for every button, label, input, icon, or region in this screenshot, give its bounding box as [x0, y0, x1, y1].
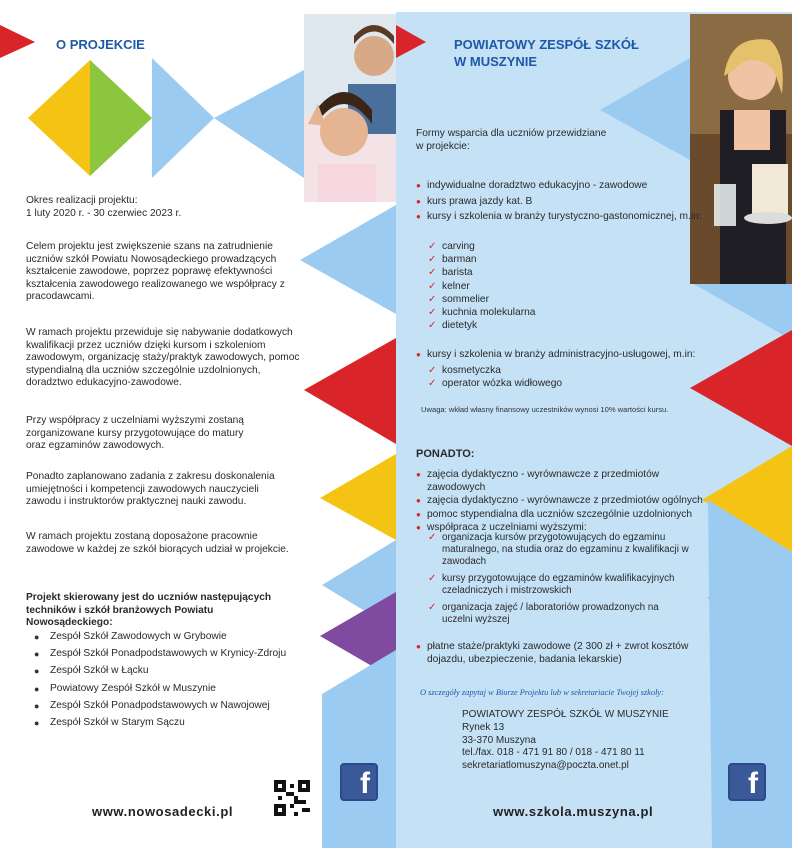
- school-item: ● Zespół Szkół Zawodowych w Grybowie: [26, 631, 316, 644]
- course-item: ✓ barista: [428, 266, 628, 279]
- contact-block: [462, 709, 702, 773]
- course-item: ✓ dietetyk: [428, 319, 628, 332]
- triangle-yellow-edge: [320, 454, 396, 540]
- period-label: Okres realizacji projektu:: [26, 195, 138, 206]
- admin-courses-list: [428, 364, 628, 390]
- school-item: ● Zespół Szkół Ponadpodstawowych w Krynicy-Zdroju: [26, 648, 316, 661]
- ponadto-item: ● zajęcia dydaktyczno - wyrównawcze z przedmiotów ogólnych: [416, 495, 716, 508]
- target-label: Projekt skierowany jest do uczniów następujących techników i szkół branżowych Powiatu Nowosądeckiego:: [26, 592, 272, 629]
- school-item: ● Powiatowy Zespół Szkół w Muszynie: [26, 683, 316, 696]
- ponadto-item: ● zajęcia dydaktyczno - wyrównawcze z przedmiotów zawodowych: [416, 469, 716, 494]
- support-intro-line2: w projekcie:: [416, 140, 470, 152]
- paragraph-2: W ramach projektu przewiduje się nabywanie dodatkowych kwalifikacji przez uczniów dzięki kursom i szkoleniom zawodowym, organizację staży/praktyk zawodowych, pomoc stypendialną dla uczniów szczególnie uzdolnionych, doradztwo edukacyjno-zawodowe.: [26, 327, 300, 389]
- triangle-green: [90, 60, 152, 176]
- support-item: ● kurs prawa jazdy kat. B: [416, 196, 716, 209]
- support-item: ● kursy i szkolenia w branży turystyczno-gastonomicznej, m.in:: [416, 211, 716, 224]
- facebook-icon-right[interactable]: f: [728, 763, 766, 801]
- strip-blue-bottom-left: [322, 650, 396, 848]
- triangle-blue-edge-1: [300, 205, 396, 314]
- internship-list: [416, 641, 706, 669]
- triangle-red-top-left: [0, 25, 35, 58]
- ponadto-label: PONADTO:: [416, 448, 475, 460]
- fee-note: Uwaga: wkład własny finansowy uczestników wynosi 10% wartości kursu.: [421, 405, 669, 414]
- paragraph-5: W ramach projektu zostaną doposażone pracownie zawodowe w każdej ze szkół biorących udział w projekcie.: [26, 531, 289, 555]
- course-item: ✓ barman: [428, 253, 628, 266]
- support-intro: [416, 128, 686, 153]
- ponadto-item: ● współpraca z uczelniami wyższymi:: [416, 522, 716, 535]
- course-item: ✓ sommelier: [428, 293, 628, 306]
- university-list: [428, 532, 690, 626]
- contact-email[interactable]: sekretariatlomuszyna@poczta.onet.pl: [462, 760, 629, 772]
- triangle-red-edge: [304, 338, 396, 444]
- right-heading-line1: POWIATOWY ZESPÓŁ SZKÓŁ: [454, 37, 639, 52]
- school-item: ● Zespół Szkół w Starym Sączu: [26, 717, 316, 730]
- period-value: 1 luty 2020 r. - 30 czerwiec 2023 r.: [26, 207, 182, 219]
- university-item: ✓ organizacja kursów przygotowujących do egzaminu maturalnego, na studia oraz do egzaminu z kwalifikacji w zawodach: [428, 532, 690, 568]
- contact-street: Rynek 13: [462, 721, 505, 733]
- support-list: [416, 180, 716, 227]
- waitress-photo: [690, 14, 792, 284]
- support-intro-line1: Formy wsparcia dla uczniów przewidziane: [416, 128, 607, 139]
- project-period: [26, 195, 286, 220]
- admin-list: [416, 349, 716, 365]
- right-heading-line2: W MUSZYNIE: [454, 54, 538, 69]
- schools-list: [26, 631, 316, 734]
- paragraph-4: Ponadto zaplanowano zadania z zakresu doskonalenia umiejętności i kompetencji zawodowych nauczycieli zawodu i instruktorów praktycznej nauki zawodu.: [26, 471, 275, 508]
- university-item: ✓ kursy przygotowujące do egzaminów kwalifikacyjnych czeladniczych i mistrzowskich: [428, 573, 690, 597]
- admin-label: ● kursy i szkolenia w branży administracyjno-usługowej, m.in:: [416, 349, 716, 362]
- right-website-link[interactable]: www.szkola.muszyna.pl: [493, 804, 654, 819]
- left-website-link[interactable]: www.nowosadecki.pl: [92, 804, 234, 819]
- paragraph-3: Przy współpracy z uczelniami wyższymi zostaną zorganizowane kursy przygotowujące do matury oraz egzaminów zawodowych.: [26, 415, 244, 452]
- contact-phone: tel./fax. 018 - 471 91 80 / 018 - 471 80 11: [462, 747, 645, 759]
- students-photo: [304, 14, 396, 202]
- course-item: ✓ carving: [428, 240, 628, 253]
- triangle-blue-left-1: [152, 58, 214, 178]
- support-item: ● indywidualne doradztwo edukacyjno - zawodowe: [416, 180, 716, 193]
- course-item: ✓ kosmetyczka: [428, 364, 628, 377]
- contact-name: POWIATOWY ZESPÓŁ SZKÓŁ W MUSZYNIE: [462, 709, 669, 720]
- right-heading: [454, 36, 639, 70]
- triangle-red-right: [690, 330, 792, 446]
- triangle-blue-left-2: [214, 70, 304, 178]
- ponadto-item: ● pomoc stypendialna dla uczniów szczególnie uzdolnionych: [416, 509, 716, 522]
- course-item: ✓ kuchnia molekularna: [428, 306, 628, 319]
- course-item: ✓ kelner: [428, 280, 628, 293]
- university-item: ✓ organizacja zajęć / laboratoriów prowadzonych na uczelni wyższej: [428, 602, 690, 626]
- triangle-red-top-right: [396, 25, 426, 58]
- triangle-yellow: [28, 60, 90, 176]
- internship-item: ● płatne staże/praktyki zawodowe (2 300 zł + zwrot kosztów dojazdu, ubezpieczenie, badania lekarskie): [416, 641, 706, 666]
- qr-code-icon: [274, 780, 310, 816]
- ponadto-list: [416, 469, 716, 536]
- gastro-courses-list: [428, 240, 628, 332]
- school-item: ● Zespół Szkół Ponadpodstawowych w Nawojowej: [26, 700, 316, 713]
- facebook-icon-left[interactable]: f: [340, 763, 378, 801]
- left-heading: O PROJEKCIE: [56, 37, 145, 52]
- course-item: ✓ operator wózka widłowego: [428, 377, 628, 390]
- paragraph-1: Celem projektu jest zwiększenie szans na zatrudnienie uczniów szkół Powiatu Nowosądeckiego prowadzących kształcenie zawodowe, poprzez poprawę efektywności kształcenia zawodowego realizowanego we współpracy z pracodawcami.: [26, 241, 285, 303]
- contact-city: 33-370 Muszyna: [462, 734, 536, 746]
- contact-note: O szczegóły zapytaj w Biurze Projektu lub w sekretariacie Twojej szkoły:: [420, 688, 664, 697]
- school-item: ● Zespół Szkół w Łącku: [26, 665, 316, 678]
